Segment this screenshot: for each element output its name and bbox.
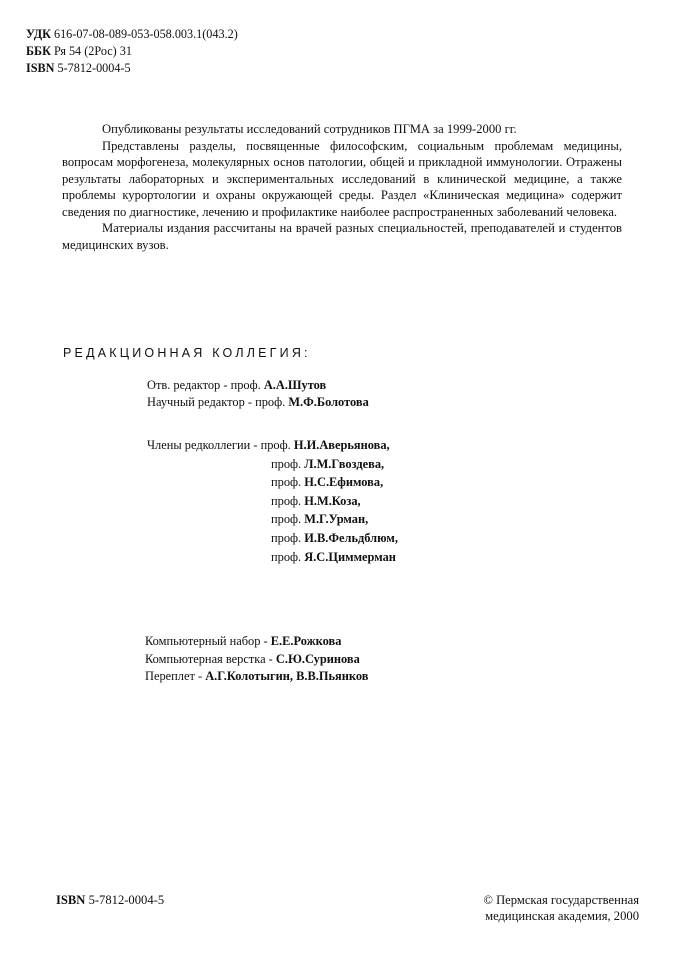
layout-label: Компьютерная верстка - xyxy=(145,652,273,666)
board-member-row xyxy=(147,436,398,455)
isbn-line-bottom xyxy=(56,892,164,908)
copyright-block xyxy=(483,892,639,924)
member-name: Н.М.Коза, xyxy=(304,493,361,508)
board-member-row xyxy=(147,455,398,474)
member-title: проф. xyxy=(271,456,302,471)
typing-name: Е.Е.Рожкова xyxy=(270,634,342,648)
isbn-value-top: 5-7812-0004-5 xyxy=(57,61,131,75)
isbn-value-bottom: 5-7812-0004-5 xyxy=(88,893,165,907)
binding-credit xyxy=(145,668,368,684)
typing-label: Компьютерный набор - xyxy=(145,634,268,648)
copyright-line-1: © Пермская государственная xyxy=(483,893,639,907)
members-label: Члены редколлегии - xyxy=(147,438,258,452)
layout-credit xyxy=(145,651,360,667)
isbn-line-top xyxy=(26,61,131,77)
isbn-label-bottom: ISBN xyxy=(56,893,86,907)
board-member-row xyxy=(147,492,398,511)
member-title: проф. xyxy=(271,493,302,508)
member-name: М.Г.Урман, xyxy=(304,512,369,527)
annotation-paragraph-3: Материалы издания рассчитаны на врачей разных специальностей, преподавателей и студентов медицинских вузов. xyxy=(62,221,622,252)
binding-name: А.Г.Колотыгин, В.В.Пьянков xyxy=(205,669,369,683)
copyright-line-2: медицинская академия, 2000 xyxy=(485,909,639,923)
member-title: проф. xyxy=(260,438,291,452)
member-name: Я.С.Циммерман xyxy=(304,549,396,564)
board-member-row xyxy=(147,529,398,548)
member-title: проф. xyxy=(271,549,302,564)
typing-credit xyxy=(145,633,341,649)
board-member-row xyxy=(147,548,398,567)
annotation-paragraph-2: Представлены разделы, посвященные философским, социальным проблемам медицины, вопросам морфогенеза, молекулярных основ патологии, общей и прикладной иммунологии. Отражены результаты лабораторных и экспериментальных исследований в клинической медицине, а также проблемы курортологии и охраны окружающей среды. Раздел «Клиническая медицина» содержит сведения по диагностике, лечению и профилактике наиболее распространенных заболеваний человека. xyxy=(62,138,622,219)
member-title: проф. xyxy=(271,475,302,490)
binding-label: Переплет - xyxy=(145,669,203,683)
udk-value: 616-07-08-089-053-058.003.1(043.2) xyxy=(53,27,238,41)
member-title: проф. xyxy=(271,530,302,545)
editorial-heading: РЕДАКЦИОННАЯ КОЛЛЕГИЯ: xyxy=(63,346,311,360)
chief-editor-name: А.А.Шутов xyxy=(263,378,327,392)
science-editor-line xyxy=(147,394,369,410)
member-name: Н.С.Ефимова, xyxy=(304,475,384,490)
isbn-label-top: ISBN xyxy=(26,61,55,75)
chief-editor-label: Отв. редактор - проф. xyxy=(147,378,261,392)
annotation xyxy=(62,121,622,253)
member-title: проф. xyxy=(271,512,302,527)
udk-line xyxy=(26,27,238,43)
science-editor-name: М.Ф.Болотова xyxy=(288,395,369,409)
annotation-paragraph-1: Опубликованы результаты исследований сотрудников ПГМА за 1999-2000 гг. xyxy=(102,122,517,136)
board-member-row xyxy=(147,510,398,529)
member-name: Л.М.Гвоздева, xyxy=(304,456,385,471)
bbk-value: Ря 54 (2Рос) 31 xyxy=(54,44,132,58)
board-members xyxy=(147,436,398,566)
science-editor-label: Научный редактор - проф. xyxy=(147,395,286,409)
member-name: Н.И.Аверьянова, xyxy=(293,438,390,452)
member-name: И.В.Фельдблюм, xyxy=(304,530,398,545)
chief-editor-line xyxy=(147,377,326,393)
bbk-label: ББК xyxy=(26,44,51,58)
board-member-row xyxy=(147,473,398,492)
layout-name: С.Ю.Суринова xyxy=(275,652,360,666)
bbk-line xyxy=(26,44,132,60)
udk-label: УДК xyxy=(26,27,51,41)
